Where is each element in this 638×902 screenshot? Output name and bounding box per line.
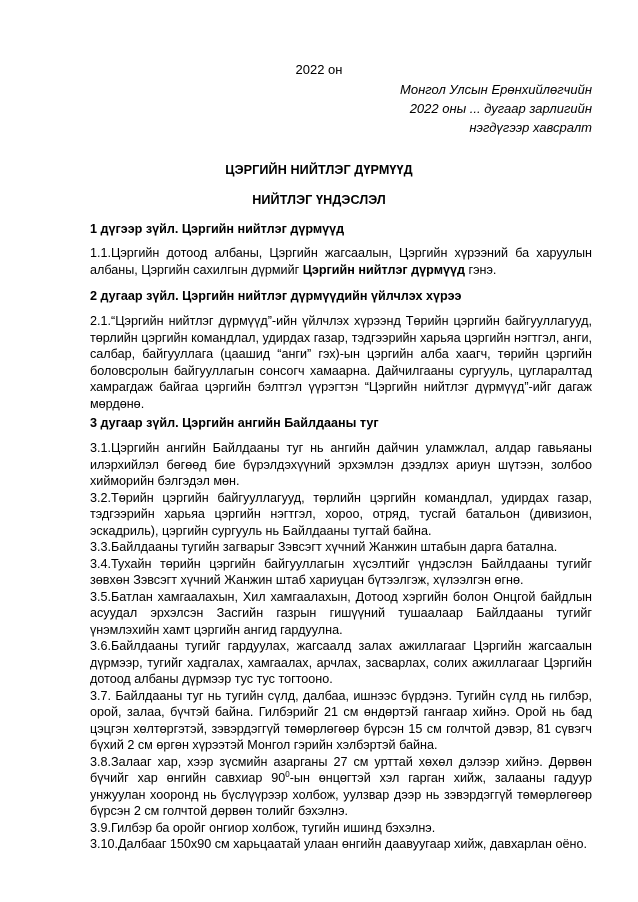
decree-line-3: нэгдүгээр хавсралт xyxy=(469,120,592,135)
article-3-p8-tail: -ын өнцөгтэй хэл гарган хийж, залааны гадуур унжуулан хооронд нь бүслүүрээр холбож, уулзвар дээр нь зэвэрдэггүй төмөрлөгөөр бүрсэн 2 см голчтой дөрвөн толийг бэхэлнэ. xyxy=(90,771,592,818)
document-title: ЦЭРГИЙН НИЙТЛЭГ ДҮРМҮҮД xyxy=(225,163,413,177)
article-1-paragraph-1 xyxy=(90,245,592,278)
article-3-paragraph-4: 3.4.Тухайн төрийн цэргийн байгууллагын хүсэлтийг үндэслэн Байлдааны тугийг зөвхөн Зэвсэгт хүчний Жанжин штаб хариуцан бүтээлгэж, хүлээлгэн өгнө. xyxy=(90,556,592,587)
article-3-paragraph-3: 3.3.Байлдааны тугийн загварыг Зэвсэгт хүчний Жанжин штабын дарга батална. xyxy=(90,540,558,554)
article-1-p1-tail: гэнэ. xyxy=(465,262,497,277)
article-3-paragraph-8 xyxy=(90,754,592,820)
article-3-body xyxy=(90,440,592,853)
article-3-paragraph-9: 3.9.Гилбэр ба оройг онгиор холбож, тугийн ишинд бэхэлнэ. xyxy=(90,820,436,835)
article-3-paragraph-6: 3.6.Байлдааны тугийг гардуулах, жагсаалд залах ажиллагааг Цэргийн жагсаалын дүрмээр, тугийг хадгалах, хамгаалах, арчлах, засварлах, солих ажиллагааг Цэргийн дотоод албаны дүрмээр тус тус тогтооно. xyxy=(90,639,592,686)
decree-line-2: 2022 оны ... дугаар зарлигийн xyxy=(409,101,592,116)
article-3-paragraph-2: 3.2.Төрийн цэргийн байгууллагууд, төрлийн цэргийн командлал, удирдах газар, тэдгээрийн харьяа цэргийн нэгтгэл, хороо, отряд, тусгай батальон (дивизион, эскадриль), цэргийн сургууль нь Байлдааны тугтай байна. xyxy=(90,490,592,538)
article-3-p8-text: 3.8.Залааг хар, хээр зүсмийн азарганы 27 см урттай хөхөл дэлээр хийнэ. Дөрвөн бүчийг хар өнгийн савхиар 90 xyxy=(90,754,592,785)
article-3-paragraph-10: 3.10.Далбааг 150х90 см харьцаатай улаан өнгийн даавуугаар хийж, давхарлан оёно. xyxy=(90,837,587,851)
article-3-heading: 3 дугаар зүйл. Цэргийн ангийн Байлдааны туг xyxy=(90,416,379,430)
article-2-paragraph-1: 2.1.“Цэргийн нийтлэг дүрмүүд”-ийн үйлчлэх хүрээнд Төрийн цэргийн байгууллагууд, төрлийн цэргийн командлал, удирдах газар, тэдгээрийн харьяа цэргийн нэгтгэл, анги, салбар, байгууллага (цаашид “анги” гэх)-ын цэргийн алба хаагч, төрийн цэргийн боловсролын байгууллагын сонсогч хамаарна. Дайчилгааны сургууль, цугларалтад хамрагдаж байгаа цэргийн бэлтгэл үүрэгтэн “Цэргийн нийтлэг дүрмүүд”-ийг дагаж мөрдөнө. xyxy=(90,314,592,411)
article-3-paragraph-1: 3.1.Цэргийн ангийн Байлдааны туг нь ангийн дайчин уламжлал, алдар гавьяаны илэрхийлэл бөгөөд бие бүрэлдэхүүний эрхэмлэн дээдлэх ариун шүтээн, золбоо хийморийн бэлгэдэл мөн. xyxy=(90,441,592,488)
degree-superscript: 0 xyxy=(285,769,290,779)
article-3-paragraph-5: 3.5.Батлан хамгаалахын, Хил хамгаалахын, Дотоод хэргийн болон Онцгой байдлын асуудал эрхэлсэн Засгийн газрын гишүүний тушаалаар Байлдааны тугийг үнэмлэхийн хамт цэргийн ангид гардуулна. xyxy=(90,589,592,637)
document-subtitle: НИЙТЛЭГ ҮНДЭСЛЭЛ xyxy=(252,193,386,207)
article-2-heading: 2 дугаар зүйл. Цэргийн нийтлэг дүрмүүдийн үйлчлэх хүрээ xyxy=(90,289,462,303)
decree-line-1: Монгол Улсын Ерөнхийлөгчийн xyxy=(400,82,592,97)
decree-annex-note xyxy=(292,80,592,137)
article-1-heading: 1 дүгээр зүйл. Цэргийн нийтлэг дүрмүүд xyxy=(90,222,345,236)
article-1-p1-bold: Цэргийн нийтлэг дүрмүүд xyxy=(302,262,466,277)
article-1-p1-text: 1.1.Цэргийн дотоод албаны, Цэргийн жагсаалын, Цэргийн хүрээний ба харуулын албаны, Цэргийн сахилгын дүрмийг xyxy=(90,246,592,277)
article-3-paragraph-7: 3.7. Байлдааны туг нь тугийн сүлд, далбаа, ишнээс бүрдэнэ. Тугийн сүлд нь гилбэр, орой, залаа, бүчтэй байна. Гилбэрийг 21 см өндөртэй гангаар хийнэ. Орой нь бад цэцгэн хөлтөргэтэй, зэвэрдэггүй төмөрлөгөөр бүрсэн 15 см голчтой дэвэр, 81 сүвэгч бүхий 2 см өргөн хүрээтэй Монгол гэрийн хэлбэртэй байна. xyxy=(90,688,592,752)
document-year: 2022 он xyxy=(295,62,343,77)
